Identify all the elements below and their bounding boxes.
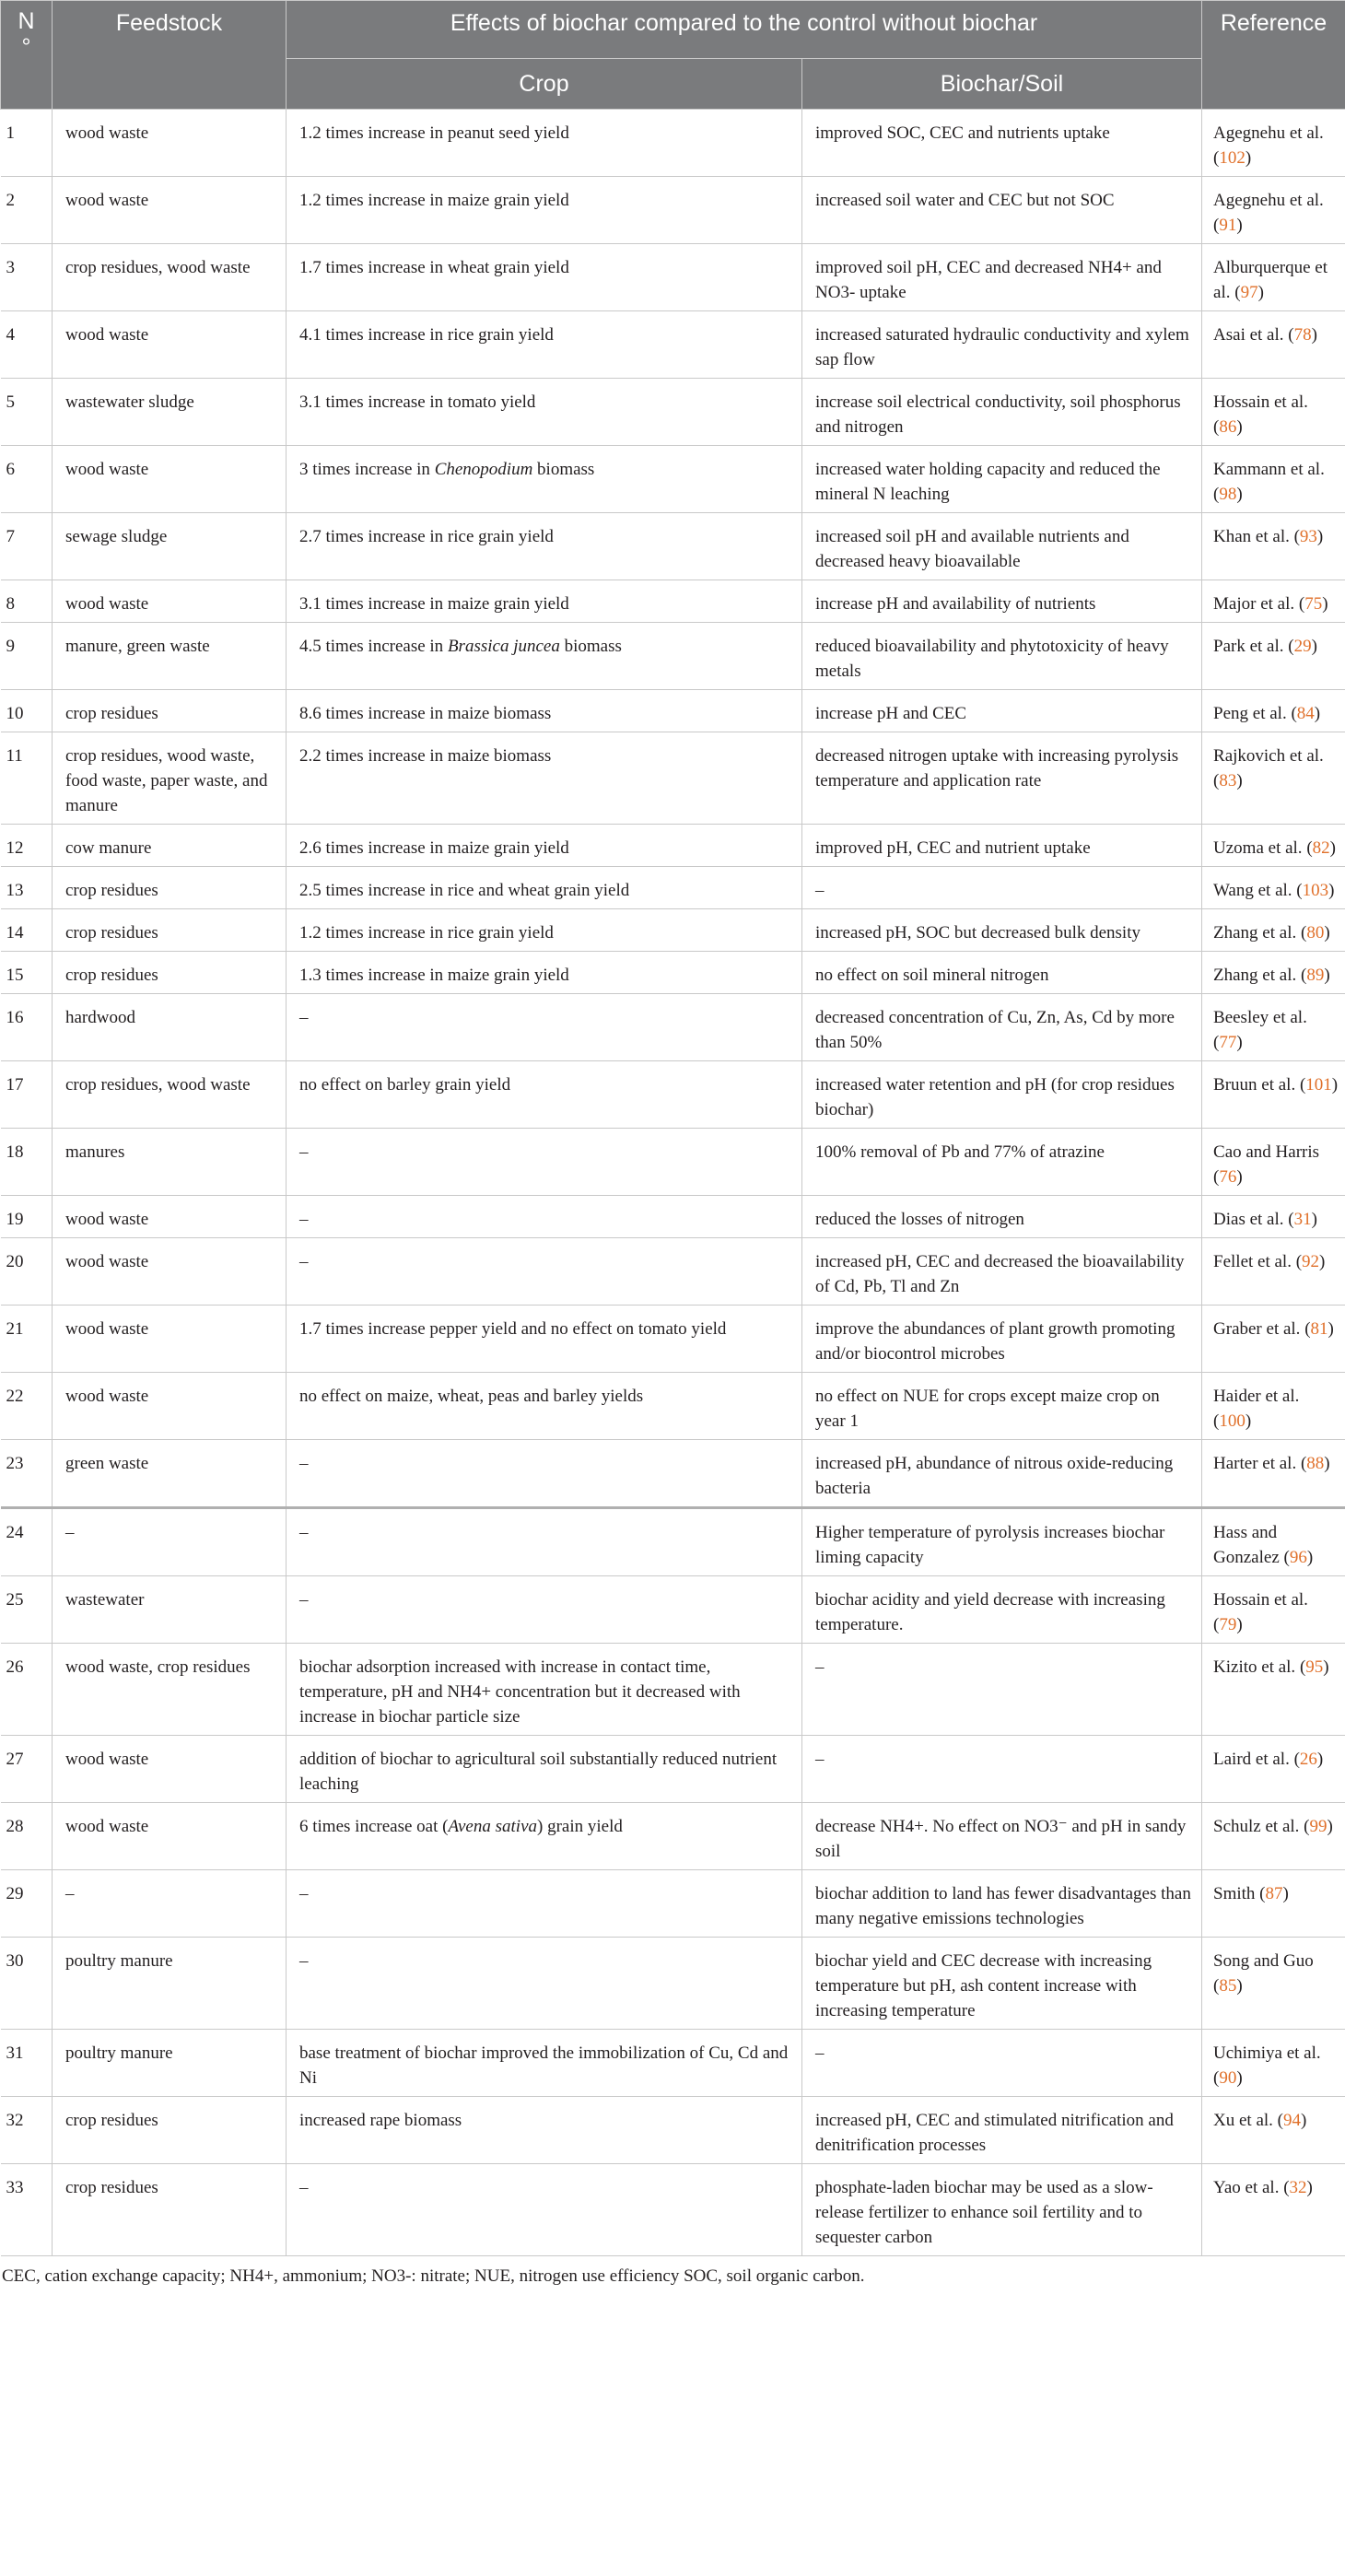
cell-feedstock: wood waste <box>53 1306 287 1373</box>
table-footnote: CEC, cation exchange capacity; NH4+, ammonium; NO3-: nitrate; NUE, nitrogen use efficiency SOC, soil organic carbon. <box>2 2266 865 2286</box>
cell-crop: – <box>287 1870 802 1938</box>
reference-authors: Haider et al. <box>1213 1387 1300 1406</box>
header-feedstock: Feedstock <box>53 1 287 110</box>
cell-reference: Schulz et al. (99) <box>1202 1803 1345 1870</box>
cell-reference: Beesley et al. (77) <box>1202 994 1345 1061</box>
cell-feedstock: wood waste <box>53 580 287 623</box>
reference-authors: Agegnehu et al. <box>1213 123 1324 143</box>
cell-crop: no effect on maize, wheat, peas and barley yields <box>287 1373 802 1440</box>
cell-number: 10 <box>1 690 53 732</box>
table-row <box>1 732 1345 825</box>
cell-number: 20 <box>1 1238 53 1306</box>
cell-crop: – <box>287 994 802 1061</box>
cell-reference: Zhang et al. (80) <box>1202 909 1345 952</box>
cell-reference: Hossain et al. (86) <box>1202 379 1345 446</box>
cell-feedstock: cow manure <box>53 825 287 867</box>
cell-feedstock: poultry manure <box>53 1938 287 2030</box>
cell-reference: Fellet et al. (92) <box>1202 1238 1345 1306</box>
cell-reference: Agegnehu et al. (102) <box>1202 110 1345 177</box>
cell-feedstock: crop residues <box>53 909 287 952</box>
citation-link[interactable]: 80 <box>1306 923 1325 943</box>
cell-reference: Major et al. (75) <box>1202 580 1345 623</box>
cell-biochar-soil: increase soil electrical conductivity, soil phosphorus and nitrogen <box>802 379 1202 446</box>
cell-biochar-soil: improve the abundances of plant growth promoting and/or biocontrol microbes <box>802 1306 1202 1373</box>
cell-reference: Uchimiya et al. (90) <box>1202 2030 1345 2097</box>
citation-link[interactable]: 32 <box>1289 2178 1307 2197</box>
table-row <box>1 177 1345 244</box>
reference-authors: Kizito et al. <box>1213 1657 1296 1677</box>
cell-crop: – <box>287 1196 802 1238</box>
header-number: N ° <box>1 1 53 110</box>
cell-number: 21 <box>1 1306 53 1373</box>
cell-feedstock: wood waste <box>53 1196 287 1238</box>
cell-reference: Uzoma et al. (82) <box>1202 825 1345 867</box>
cell-crop: base treatment of biochar improved the immobilization of Cu, Cd and Ni <box>287 2030 802 2097</box>
cell-reference: Graber et al. (81) <box>1202 1306 1345 1373</box>
reference-authors: Yao et al. <box>1213 2178 1280 2197</box>
cell-number: 8 <box>1 580 53 623</box>
cell-feedstock: wood waste <box>53 1736 287 1803</box>
cell-reference: Khan et al. (93) <box>1202 513 1345 580</box>
cell-feedstock: wood waste <box>53 446 287 513</box>
table-row <box>1 1061 1345 1129</box>
cell-feedstock: manures <box>53 1129 287 1196</box>
crop-text: 3 times increase in <box>299 460 435 479</box>
cell-number: 11 <box>1 732 53 825</box>
table-row <box>1 1508 1345 1576</box>
cell-number: 19 <box>1 1196 53 1238</box>
cell-crop: – <box>287 1576 802 1644</box>
citation-link[interactable]: 85 <box>1219 1976 1237 1996</box>
cell-feedstock: crop residues <box>53 952 287 994</box>
cell-biochar-soil: increased pH, CEC and decreased the bioavailability of Cd, Pb, Tl and Zn <box>802 1238 1202 1306</box>
cell-number: 5 <box>1 379 53 446</box>
cell-biochar-soil: phosphate-laden biochar may be used as a slow-release fertilizer to enhance soil fertility and to sequester carbon <box>802 2164 1202 2256</box>
cell-reference: Park et al. (29) <box>1202 623 1345 690</box>
cell-crop: 1.3 times increase in maize grain yield <box>287 952 802 994</box>
cell-crop: addition of biochar to agricultural soil substantially reduced nutrient leaching <box>287 1736 802 1803</box>
citation-link[interactable]: 79 <box>1219 1615 1237 1634</box>
cell-feedstock: wood waste <box>53 1238 287 1306</box>
cell-reference: Asai et al. (78) <box>1202 311 1345 379</box>
citation-link[interactable]: 97 <box>1240 283 1258 302</box>
table-row <box>1 1129 1345 1196</box>
cell-number: 13 <box>1 867 53 909</box>
table-row <box>1 994 1345 1061</box>
reference-authors: Hossain et al. <box>1213 392 1308 412</box>
cell-biochar-soil: Higher temperature of pyrolysis increases biochar liming capacity <box>802 1508 1202 1576</box>
crop-text: 6 times increase oat ( <box>299 1817 449 1836</box>
cell-feedstock: wood waste <box>53 110 287 177</box>
cell-number: 4 <box>1 311 53 379</box>
citation-link[interactable]: 86 <box>1219 417 1237 437</box>
reference-authors: Uchimiya et al. <box>1213 2043 1321 2063</box>
header-biochar-soil: Biochar/Soil <box>802 59 1202 110</box>
cell-reference: Alburquerque et al. (97) <box>1202 244 1345 311</box>
citation-link[interactable]: 92 <box>1302 1252 1320 1271</box>
cell-reference: Song and Guo (85) <box>1202 1938 1345 2030</box>
cell-reference: Wang et al. (103) <box>1202 867 1345 909</box>
table-row <box>1 1440 1345 1508</box>
cell-crop: 2.7 times increase in rice grain yield <box>287 513 802 580</box>
cell-number: 31 <box>1 2030 53 2097</box>
cell-feedstock: wood waste, crop residues <box>53 1644 287 1736</box>
cell-biochar-soil: – <box>802 1644 1202 1736</box>
cell-biochar-soil: reduced the losses of nitrogen <box>802 1196 1202 1238</box>
cell-feedstock: crop residues <box>53 2097 287 2164</box>
table-row <box>1 909 1345 952</box>
cell-biochar-soil: – <box>802 1736 1202 1803</box>
citation-link[interactable]: 96 <box>1289 1548 1307 1567</box>
cell-reference: Rajkovich et al. (83) <box>1202 732 1345 825</box>
reference-authors: Graber et al. <box>1213 1319 1301 1339</box>
citation-link[interactable]: 91 <box>1219 216 1237 235</box>
cell-biochar-soil: increased pH, abundance of nitrous oxide-reducing bacteria <box>802 1440 1202 1508</box>
crop-text: biomass <box>559 637 622 656</box>
reference-authors: Hossain et al. <box>1213 1590 1308 1610</box>
table-row <box>1 1803 1345 1870</box>
cell-reference: Harter et al. (88) <box>1202 1440 1345 1508</box>
table-row <box>1 1306 1345 1373</box>
cell-number: 25 <box>1 1576 53 1644</box>
table-row <box>1 825 1345 867</box>
citation-link[interactable]: 99 <box>1309 1817 1327 1836</box>
reference-authors: Smith <box>1213 1884 1256 1903</box>
citation-link[interactable]: 89 <box>1306 966 1325 985</box>
cell-biochar-soil: decrease NH4+. No effect on NO3⁻ and pH in sandy soil <box>802 1803 1202 1870</box>
cell-number: 2 <box>1 177 53 244</box>
cell-feedstock: green waste <box>53 1440 287 1508</box>
reference-authors: Agegnehu et al. <box>1213 191 1324 210</box>
reference-authors: Hass and Gonzalez <box>1213 1523 1280 1567</box>
cell-biochar-soil: decreased concentration of Cu, Zn, As, Cd by more than 50% <box>802 994 1202 1061</box>
citation-link[interactable]: 90 <box>1219 2068 1237 2088</box>
cell-crop <box>287 1803 802 1870</box>
table-row <box>1 311 1345 379</box>
cell-number: 27 <box>1 1736 53 1803</box>
citation-link[interactable]: 98 <box>1219 485 1237 504</box>
cell-crop: 1.2 times increase in rice grain yield <box>287 909 802 952</box>
table-row <box>1 1373 1345 1440</box>
citation-link[interactable]: 93 <box>1299 527 1317 546</box>
cell-number: 33 <box>1 2164 53 2256</box>
cell-number: 30 <box>1 1938 53 2030</box>
crop-text: ) grain yield <box>537 1817 623 1836</box>
species-name: Chenopodium <box>434 460 533 479</box>
cell-crop: – <box>287 2164 802 2256</box>
cell-crop: – <box>287 1238 802 1306</box>
table-row <box>1 2097 1345 2164</box>
citation-link[interactable]: 103 <box>1302 881 1329 900</box>
table-row <box>1 1196 1345 1238</box>
cell-biochar-soil: no effect on NUE for crops except maize crop on year 1 <box>802 1373 1202 1440</box>
cell-reference: Haider et al. (100) <box>1202 1373 1345 1440</box>
cell-crop: 1.7 times increase in wheat grain yield <box>287 244 802 311</box>
cell-number: 9 <box>1 623 53 690</box>
cell-crop: 3.1 times increase in tomato yield <box>287 379 802 446</box>
cell-biochar-soil: no effect on soil mineral nitrogen <box>802 952 1202 994</box>
cell-feedstock: crop residues <box>53 2164 287 2256</box>
crop-text: biomass <box>532 460 595 479</box>
reference-authors: Alburquerque et al. <box>1213 258 1327 302</box>
citation-link[interactable]: 82 <box>1312 838 1330 858</box>
species-name: Avena sativa <box>448 1817 537 1836</box>
cell-crop: 1.2 times increase in peanut seed yield <box>287 110 802 177</box>
cell-biochar-soil: increase pH and CEC <box>802 690 1202 732</box>
cell-crop <box>287 446 802 513</box>
cell-feedstock: wood waste <box>53 311 287 379</box>
citation-link[interactable]: 83 <box>1219 771 1237 790</box>
cell-number: 24 <box>1 1508 53 1576</box>
citation-link[interactable]: 95 <box>1305 1657 1324 1677</box>
cell-feedstock: wood waste <box>53 1373 287 1440</box>
cell-number: 7 <box>1 513 53 580</box>
table-row <box>1 446 1345 513</box>
cell-crop: 1.2 times increase in maize grain yield <box>287 177 802 244</box>
table-row <box>1 1238 1345 1306</box>
citation-link[interactable]: 101 <box>1305 1075 1332 1095</box>
table-row <box>1 1938 1345 2030</box>
cell-number: 18 <box>1 1129 53 1196</box>
cell-number: 17 <box>1 1061 53 1129</box>
cell-biochar-soil: decreased nitrogen uptake with increasing pyrolysis temperature and application rate <box>802 732 1202 825</box>
reference-authors: Wang et al. <box>1213 881 1292 900</box>
cell-biochar-soil: 100% removal of Pb and 77% of atrazine <box>802 1129 1202 1196</box>
cell-biochar-soil: increased soil pH and available nutrients and decreased heavy bioavailable <box>802 513 1202 580</box>
cell-reference: Hossain et al. (79) <box>1202 1576 1345 1644</box>
cell-crop: 4.1 times increase in rice grain yield <box>287 311 802 379</box>
citation-link[interactable]: 87 <box>1265 1884 1283 1903</box>
table-row <box>1 2030 1345 2097</box>
cell-number: 14 <box>1 909 53 952</box>
cell-biochar-soil: increased water retention and pH (for crop residues biochar) <box>802 1061 1202 1129</box>
reference-authors: Major et al. <box>1213 594 1295 614</box>
reference-authors: Zhang et al. <box>1213 923 1297 943</box>
cell-biochar-soil: biochar addition to land has fewer disadvantages than many negative emissions technologies <box>802 1870 1202 1938</box>
cell-feedstock: manure, green waste <box>53 623 287 690</box>
cell-crop: 8.6 times increase in maize biomass <box>287 690 802 732</box>
cell-crop: no effect on barley grain yield <box>287 1061 802 1129</box>
table-row <box>1 867 1345 909</box>
cell-feedstock: crop residues, wood waste, food waste, paper waste, and manure <box>53 732 287 825</box>
cell-biochar-soil: increased water holding capacity and reduced the mineral N leaching <box>802 446 1202 513</box>
cell-feedstock: – <box>53 1870 287 1938</box>
reference-authors: Khan et al. <box>1213 527 1290 546</box>
cell-crop: – <box>287 1508 802 1576</box>
cell-crop: 2.2 times increase in maize biomass <box>287 732 802 825</box>
cell-reference: Hass and Gonzalez (96) <box>1202 1508 1345 1576</box>
cell-reference: Peng et al. (84) <box>1202 690 1345 732</box>
table-row <box>1 513 1345 580</box>
cell-reference: Yao et al. (32) <box>1202 2164 1345 2256</box>
cell-feedstock: – <box>53 1508 287 1576</box>
table-row <box>1 2164 1345 2256</box>
cell-number: 28 <box>1 1803 53 1870</box>
table-row <box>1 244 1345 311</box>
reference-authors: Xu et al. <box>1213 2111 1273 2130</box>
citation-link[interactable]: 78 <box>1293 325 1312 345</box>
reference-authors: Kammann et al. <box>1213 460 1325 479</box>
cell-number: 23 <box>1 1440 53 1508</box>
citation-link[interactable]: 84 <box>1296 704 1315 723</box>
header-crop: Crop <box>287 59 802 110</box>
citation-link[interactable]: 29 <box>1293 637 1312 656</box>
reference-authors: Harter et al. <box>1213 1454 1297 1473</box>
cell-feedstock: crop residues <box>53 867 287 909</box>
cell-reference: Laird et al. (26) <box>1202 1736 1345 1803</box>
cell-reference: Zhang et al. (89) <box>1202 952 1345 994</box>
table-row <box>1 623 1345 690</box>
cell-crop: – <box>287 1129 802 1196</box>
reference-authors: Asai et al. <box>1213 325 1284 345</box>
table-row <box>1 690 1345 732</box>
reference-authors: Song and Guo <box>1213 1951 1314 1971</box>
citation-link[interactable]: 26 <box>1299 1750 1317 1769</box>
cell-feedstock: crop residues, wood waste <box>53 244 287 311</box>
citation-link[interactable]: 102 <box>1219 148 1246 168</box>
table-row <box>1 580 1345 623</box>
species-name: Brassica juncea <box>447 637 560 656</box>
cell-reference: Bruun et al. (101) <box>1202 1061 1345 1129</box>
cell-crop: 2.5 times increase in rice and wheat grain yield <box>287 867 802 909</box>
cell-number: 29 <box>1 1870 53 1938</box>
cell-crop: increased rape biomass <box>287 2097 802 2164</box>
reference-authors: Beesley et al. <box>1213 1008 1307 1027</box>
cell-biochar-soil: increased saturated hydraulic conductivity and xylem sap flow <box>802 311 1202 379</box>
cell-crop: biochar adsorption increased with increase in contact time, temperature, pH and NH4+ concentration but it decreased with increase in biochar particle size <box>287 1644 802 1736</box>
citation-link[interactable]: 31 <box>1293 1210 1312 1229</box>
cell-crop <box>287 623 802 690</box>
table-row <box>1 379 1345 446</box>
cell-reference: Kizito et al. (95) <box>1202 1644 1345 1736</box>
table-row <box>1 1576 1345 1644</box>
cell-biochar-soil: increase pH and availability of nutrients <box>802 580 1202 623</box>
cell-crop: – <box>287 1440 802 1508</box>
header-reference: Reference <box>1202 1 1345 110</box>
citation-link[interactable]: 88 <box>1306 1454 1325 1473</box>
citation-link[interactable]: 81 <box>1310 1319 1328 1339</box>
cell-number: 1 <box>1 110 53 177</box>
table-row <box>1 1736 1345 1803</box>
cell-biochar-soil: biochar yield and CEC decrease with increasing temperature but pH, ash content increase with increasing temperature <box>802 1938 1202 2030</box>
table-row <box>1 952 1345 994</box>
reference-authors: Dias et al. <box>1213 1210 1284 1229</box>
reference-authors: Zhang et al. <box>1213 966 1297 985</box>
cell-number: 32 <box>1 2097 53 2164</box>
table-row <box>1 1870 1345 1938</box>
table-body <box>1 110 1345 2256</box>
cell-biochar-soil: biochar acidity and yield decrease with increasing temperature. <box>802 1576 1202 1644</box>
cell-biochar-soil: improved SOC, CEC and nutrients uptake <box>802 110 1202 177</box>
table-row <box>1 1644 1345 1736</box>
cell-number: 6 <box>1 446 53 513</box>
cell-number: 12 <box>1 825 53 867</box>
reference-authors: Rajkovich et al. <box>1213 746 1324 766</box>
cell-feedstock: crop residues <box>53 690 287 732</box>
cell-number: 15 <box>1 952 53 994</box>
cell-number: 16 <box>1 994 53 1061</box>
reference-authors: Cao and Harris <box>1213 1142 1320 1162</box>
cell-biochar-soil: increased pH, SOC but decreased bulk density <box>802 909 1202 952</box>
header-effects: Effects of biochar compared to the control without biochar <box>287 1 1202 59</box>
cell-feedstock: sewage sludge <box>53 513 287 580</box>
reference-authors: Laird et al. <box>1213 1750 1290 1769</box>
citation-link[interactable]: 76 <box>1219 1167 1237 1187</box>
cell-number: 3 <box>1 244 53 311</box>
cell-crop: 1.7 times increase pepper yield and no effect on tomato yield <box>287 1306 802 1373</box>
cell-biochar-soil: reduced bioavailability and phytotoxicity of heavy metals <box>802 623 1202 690</box>
reference-authors: Schulz et al. <box>1213 1817 1300 1836</box>
table-row <box>1 110 1345 177</box>
cell-feedstock: wood waste <box>53 1803 287 1870</box>
cell-feedstock: wastewater <box>53 1576 287 1644</box>
cell-reference: Xu et al. (94) <box>1202 2097 1345 2164</box>
cell-feedstock: crop residues, wood waste <box>53 1061 287 1129</box>
cell-biochar-soil: – <box>802 2030 1202 2097</box>
cell-reference: Cao and Harris (76) <box>1202 1129 1345 1196</box>
citation-link[interactable]: 100 <box>1219 1411 1246 1431</box>
reference-authors: Uzoma et al. <box>1213 838 1303 858</box>
citation-link[interactable]: 94 <box>1283 2111 1301 2130</box>
reference-authors: Park et al. <box>1213 637 1284 656</box>
cell-biochar-soil: increased pH, CEC and stimulated nitrification and denitrification processes <box>802 2097 1202 2164</box>
cell-crop: – <box>287 1938 802 2030</box>
cell-number: 26 <box>1 1644 53 1736</box>
cell-reference: Dias et al. (31) <box>1202 1196 1345 1238</box>
cell-feedstock: poultry manure <box>53 2030 287 2097</box>
citation-link[interactable]: 77 <box>1219 1033 1237 1052</box>
reference-authors: Peng et al. <box>1213 704 1287 723</box>
cell-crop: 2.6 times increase in maize grain yield <box>287 825 802 867</box>
cell-crop: 3.1 times increase in maize grain yield <box>287 580 802 623</box>
cell-biochar-soil: increased soil water and CEC but not SOC <box>802 177 1202 244</box>
cell-reference: Smith (87) <box>1202 1870 1345 1938</box>
cell-reference: Kammann et al. (98) <box>1202 446 1345 513</box>
cell-biochar-soil: improved pH, CEC and nutrient uptake <box>802 825 1202 867</box>
citation-link[interactable]: 75 <box>1304 594 1323 614</box>
cell-feedstock: wastewater sludge <box>53 379 287 446</box>
crop-text: 4.5 times increase in <box>299 637 448 656</box>
cell-feedstock: hardwood <box>53 994 287 1061</box>
cell-biochar-soil: improved soil pH, CEC and decreased NH4+ and NO3- uptake <box>802 244 1202 311</box>
cell-reference: Agegnehu et al. (91) <box>1202 177 1345 244</box>
cell-biochar-soil: – <box>802 867 1202 909</box>
cell-number: 22 <box>1 1373 53 1440</box>
cell-feedstock: wood waste <box>53 177 287 244</box>
reference-authors: Bruun et al. <box>1213 1075 1296 1095</box>
reference-authors: Fellet et al. <box>1213 1252 1292 1271</box>
